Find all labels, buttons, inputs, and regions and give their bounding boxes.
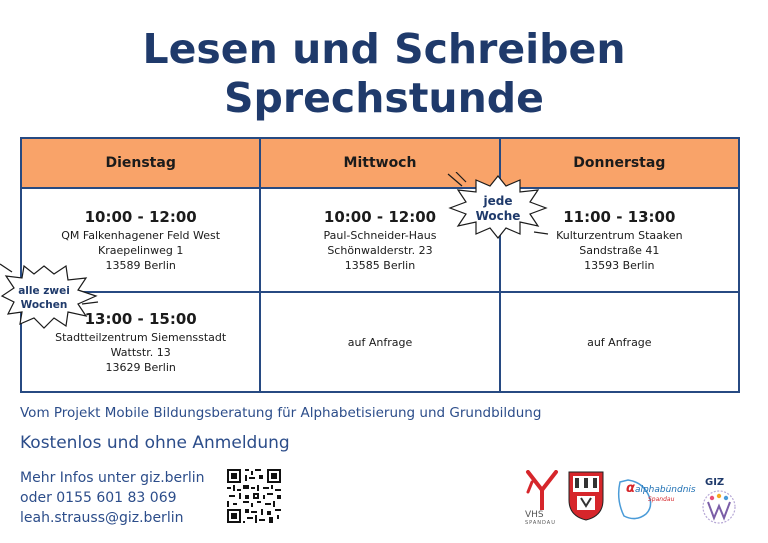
info-email: leah.strauss@giz.berlin [20,510,184,526]
on-request-text: auf Anfrage [587,335,652,349]
alphabuendnis-logo-text: αalphabündnis Spandau [626,481,696,503]
giz-logo-text: GIZ [705,477,725,488]
city: 13629 Berlin [105,361,176,374]
biweekly-badge-text [12,284,76,312]
vhs-logo-icon [524,470,560,512]
street: Kraepelinweg 1 [98,244,184,257]
place: Kulturzentrum Staaken [556,229,683,242]
city: 13593 Berlin [584,259,655,272]
vhs-label: VHS [525,510,544,520]
cell-donnerstag-2 [500,292,739,392]
contact-info [20,468,205,528]
place: QM Falkenhagener Feld West [61,229,221,242]
project-text: Vom Projekt Mobile Bildungsberatung für Alphabetisierung und Grundbildung [20,405,542,421]
place: Paul-Schneider-Haus [323,229,437,242]
alpha-sub: Spandau [648,496,675,503]
info-website: Mehr Infos unter giz.berlin [20,470,205,486]
spandau-coat-of-arms-icon [567,470,605,522]
title-line-2: Sprechstunde [224,74,544,122]
city: 13589 Berlin [105,259,176,272]
badge-line: alle zwei [18,285,70,297]
qr-code-icon[interactable] [227,469,281,523]
vhs-logo-text [525,510,556,526]
street: Schönwalderstr. 23 [327,244,433,257]
giz-logo-icon [698,488,740,526]
place: Stadtteilzentrum Siemensstadt [55,331,227,344]
time: 11:00 - 13:00 [563,208,676,226]
free-text: Kostenlos und ohne Anmeldung [20,433,290,453]
vhs-sub-label: SPANDAU [525,520,556,526]
header-dienstag: Dienstag [21,138,260,188]
header-donnerstag: Donnerstag [500,138,739,188]
city: 13585 Berlin [344,259,416,272]
header-mittwoch: Mittwoch [260,138,499,188]
badge-line: Woche [475,209,521,223]
time: 13:00 - 15:00 [84,310,197,328]
schedule-table [20,137,740,393]
street: Sandstraße 41 [579,244,660,257]
street: Wattstr. 13 [110,346,171,359]
on-request-text: auf Anfrage [347,335,413,349]
alpha-brand: alphabündnis [634,485,696,495]
info-phone: oder 0155 601 83 069 [20,490,177,506]
time: 10:00 - 12:00 [84,208,197,226]
cell-mittwoch-2 [260,292,499,392]
badge-line: Wochen [20,299,68,311]
title-line-1: Lesen und Schreiben [142,25,626,73]
weekly-badge-text [466,194,530,224]
badge-line: jede [483,194,513,208]
time: 10:00 - 12:00 [323,208,437,226]
